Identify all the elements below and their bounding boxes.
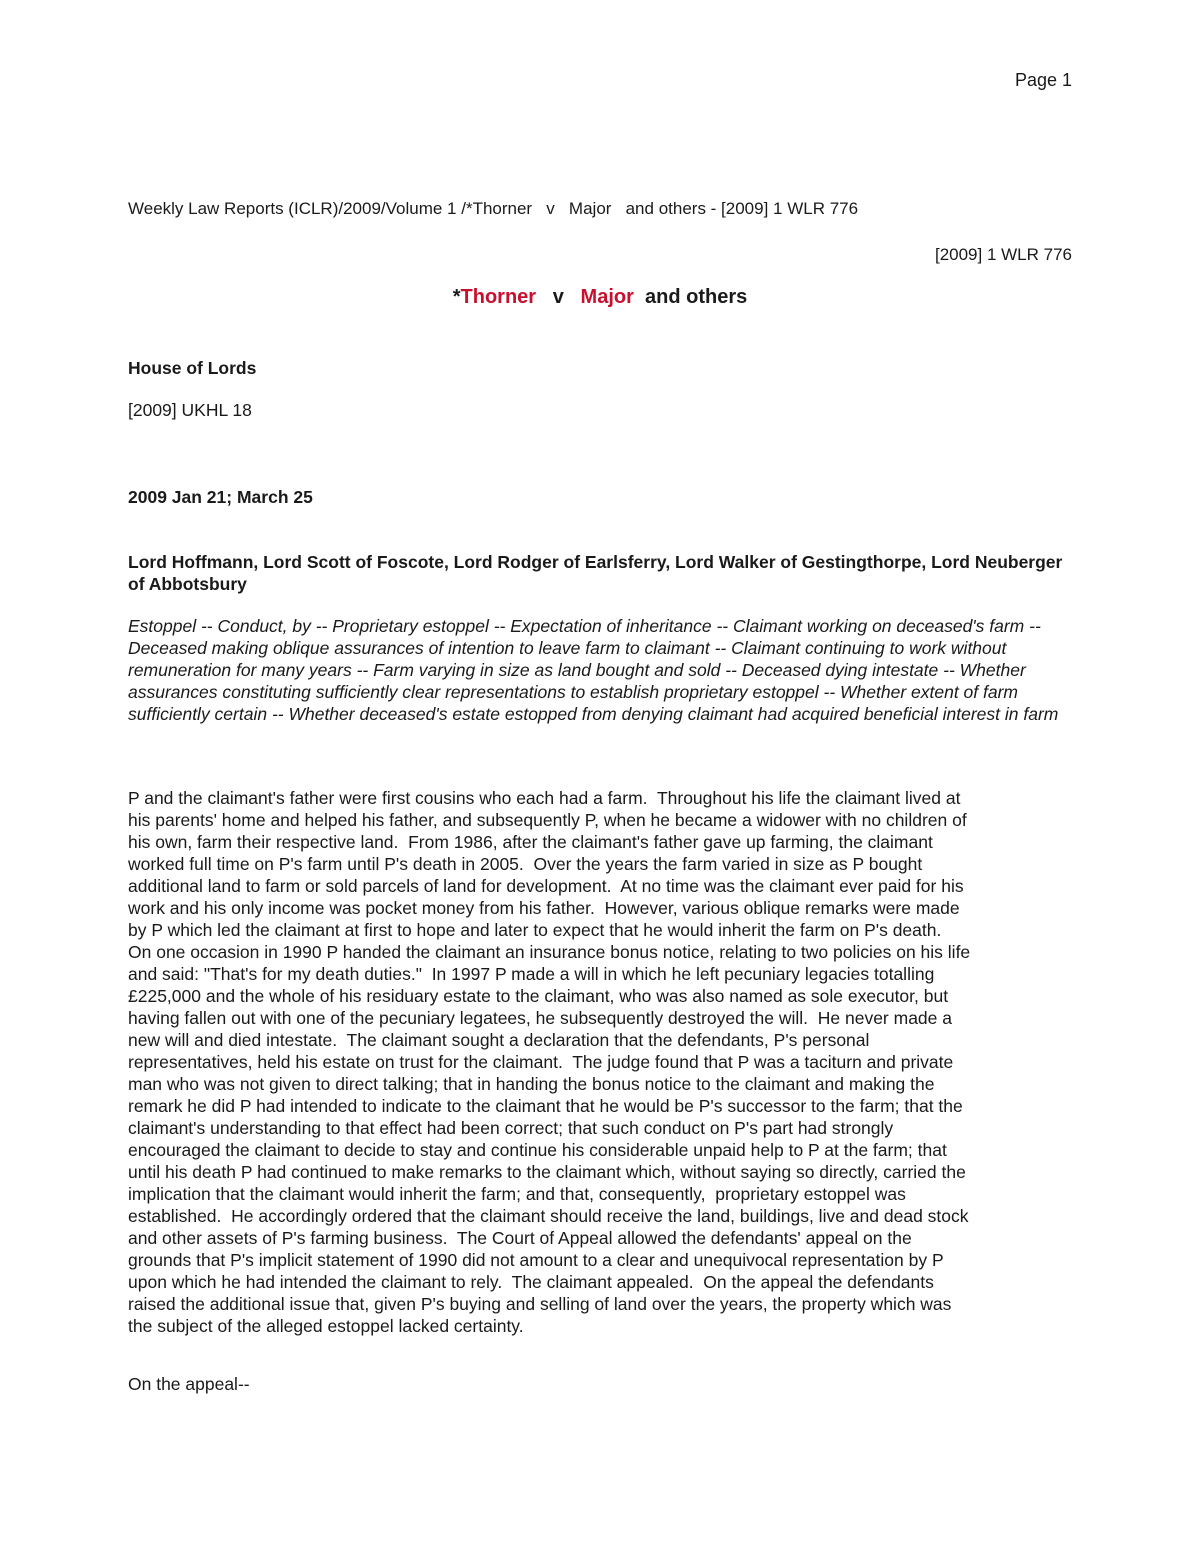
- judges-list: Lord Hoffmann, Lord Scott of Foscote, Lord Rodger of Earlsferry, Lord Walker of Gestingthorpe, Lord Neuberger of Abbotsbury: [128, 552, 1063, 594]
- headnote-line: new will and died intestate. The claimant sought a declaration that the defendants, P's personal: [128, 1030, 870, 1050]
- headnote-line: P and the claimant's father were first cousins who each had a farm. Throughout his life the claimant lived at: [128, 788, 961, 808]
- headnote-line: having fallen out with one of the pecuniary legatees, he subsequently destroyed the will. He never made a: [128, 1008, 952, 1028]
- headnote-line: claimant's understanding to that effect had been correct; that such conduct on P's part had strongly: [128, 1118, 894, 1138]
- headnote-line: established. He accordingly ordered that the claimant should receive the land, buildings, live and dead stock: [128, 1206, 969, 1226]
- headnote-line: additional land to farm or sold parcels of land for development. At no time was the claimant ever paid for his: [128, 876, 964, 896]
- headnote-line: and other assets of P's farming business. The Court of Appeal allowed the defendants' appeal on the: [128, 1228, 912, 1248]
- headnote-line: his parents' home and helped his father, and subsequently P, when he became a widower with no children of: [128, 810, 967, 830]
- title-versus: v: [552, 286, 564, 308]
- title-prefix: *: [452, 286, 461, 308]
- title-suffix: and others: [645, 286, 748, 308]
- headnote-line: encouraged the claimant to decide to stay and continue his considerable unpaid help to P at the farm; that: [128, 1140, 947, 1160]
- hearing-dates: 2009 Jan 21; March 25: [128, 487, 313, 507]
- court-name: House of Lords: [128, 358, 257, 378]
- headnote-line: representatives, held his estate on trust for the claimant. The judge found that P was a taciturn and private: [128, 1052, 954, 1072]
- case-title: [0, 286, 1200, 309]
- citation-line: Weekly Law Reports (ICLR)/2009/Volume 1 /*Thorner v Major and others - [2009] 1 WLR 776: [128, 199, 859, 218]
- headnote-line: grounds that P's implicit statement of 1990 did not amount to a clear and unequivocal representation by P: [128, 1250, 944, 1270]
- catchwords: Estoppel -- Conduct, by -- Proprietary estoppel -- Expectation of inheritance -- Claimant working on deceased's farm -- Deceased making oblique assurances of intention to leave farm to claimant -- Claimant continuing to work without remuneration for many years -- Farm varying in size as land bought and sold -- Deceased dying intestate -- Whether assurances constituting sufficiently clear representations to establish proprietary estoppel -- Whether extent of farm sufficiently certain -- Whether deceased's estate estopped from denying claimant had acquired beneficial interest in farm: [128, 616, 1059, 724]
- headnote-line: man who was not given to direct talking; that in handing the bonus notice to the claimant and making the: [128, 1074, 935, 1094]
- headnote-line: worked full time on P's farm until P's death in 2005. Over the years the farm varied in size as P bought: [128, 854, 923, 874]
- on-appeal-heading: On the appeal--: [128, 1374, 250, 1394]
- headnote-line: by P which led the claimant at first to hope and later to expect that he would inherit the farm on P's death.: [128, 920, 942, 940]
- headnote-line: his own, farm their respective land. From 1986, after the claimant's father gave up farming, the claimant: [128, 832, 933, 852]
- headnote-line: remark he did P had intended to indicate to the claimant that he would be P's successor to the farm; that the: [128, 1096, 963, 1116]
- headnote-line: upon which he had intended the claimant to rely. The claimant appealed. On the appeal the defendants: [128, 1272, 934, 1292]
- headnote-line: and said: "That's for my death duties." In 1997 P made a will in which he left pecuniary legacies totalling: [128, 964, 935, 984]
- neutral-citation: [2009] UKHL 18: [128, 400, 252, 420]
- title-party2: Major: [580, 286, 634, 308]
- headnote-line: implication that the claimant would inherit the farm; and that, consequently, proprietary estoppel was: [128, 1184, 906, 1204]
- headnote-line: the subject of the alleged estoppel lacked certainty.: [128, 1316, 524, 1336]
- page-number: Page 1: [1014, 70, 1072, 90]
- headnote-line: work and his only income was pocket money from his father. However, various oblique remarks were made: [128, 898, 960, 918]
- headnote: [128, 787, 1078, 1337]
- headnote-line: raised the additional issue that, given P's buying and selling of land over the years, the property which was: [128, 1294, 952, 1314]
- report-reference: [2009] 1 WLR 776: [934, 245, 1072, 264]
- title-party1: Thorner: [460, 286, 537, 308]
- headnote-line: £225,000 and the whole of his residuary estate to the claimant, who was also named as sole executor, but: [128, 986, 949, 1006]
- headnote-line: On one occasion in 1990 P handed the claimant an insurance bonus notice, relating to two policies on his life: [128, 942, 971, 962]
- headnote-line: until his death P had continued to make remarks to the claimant which, without saying so directly, carried the: [128, 1162, 966, 1182]
